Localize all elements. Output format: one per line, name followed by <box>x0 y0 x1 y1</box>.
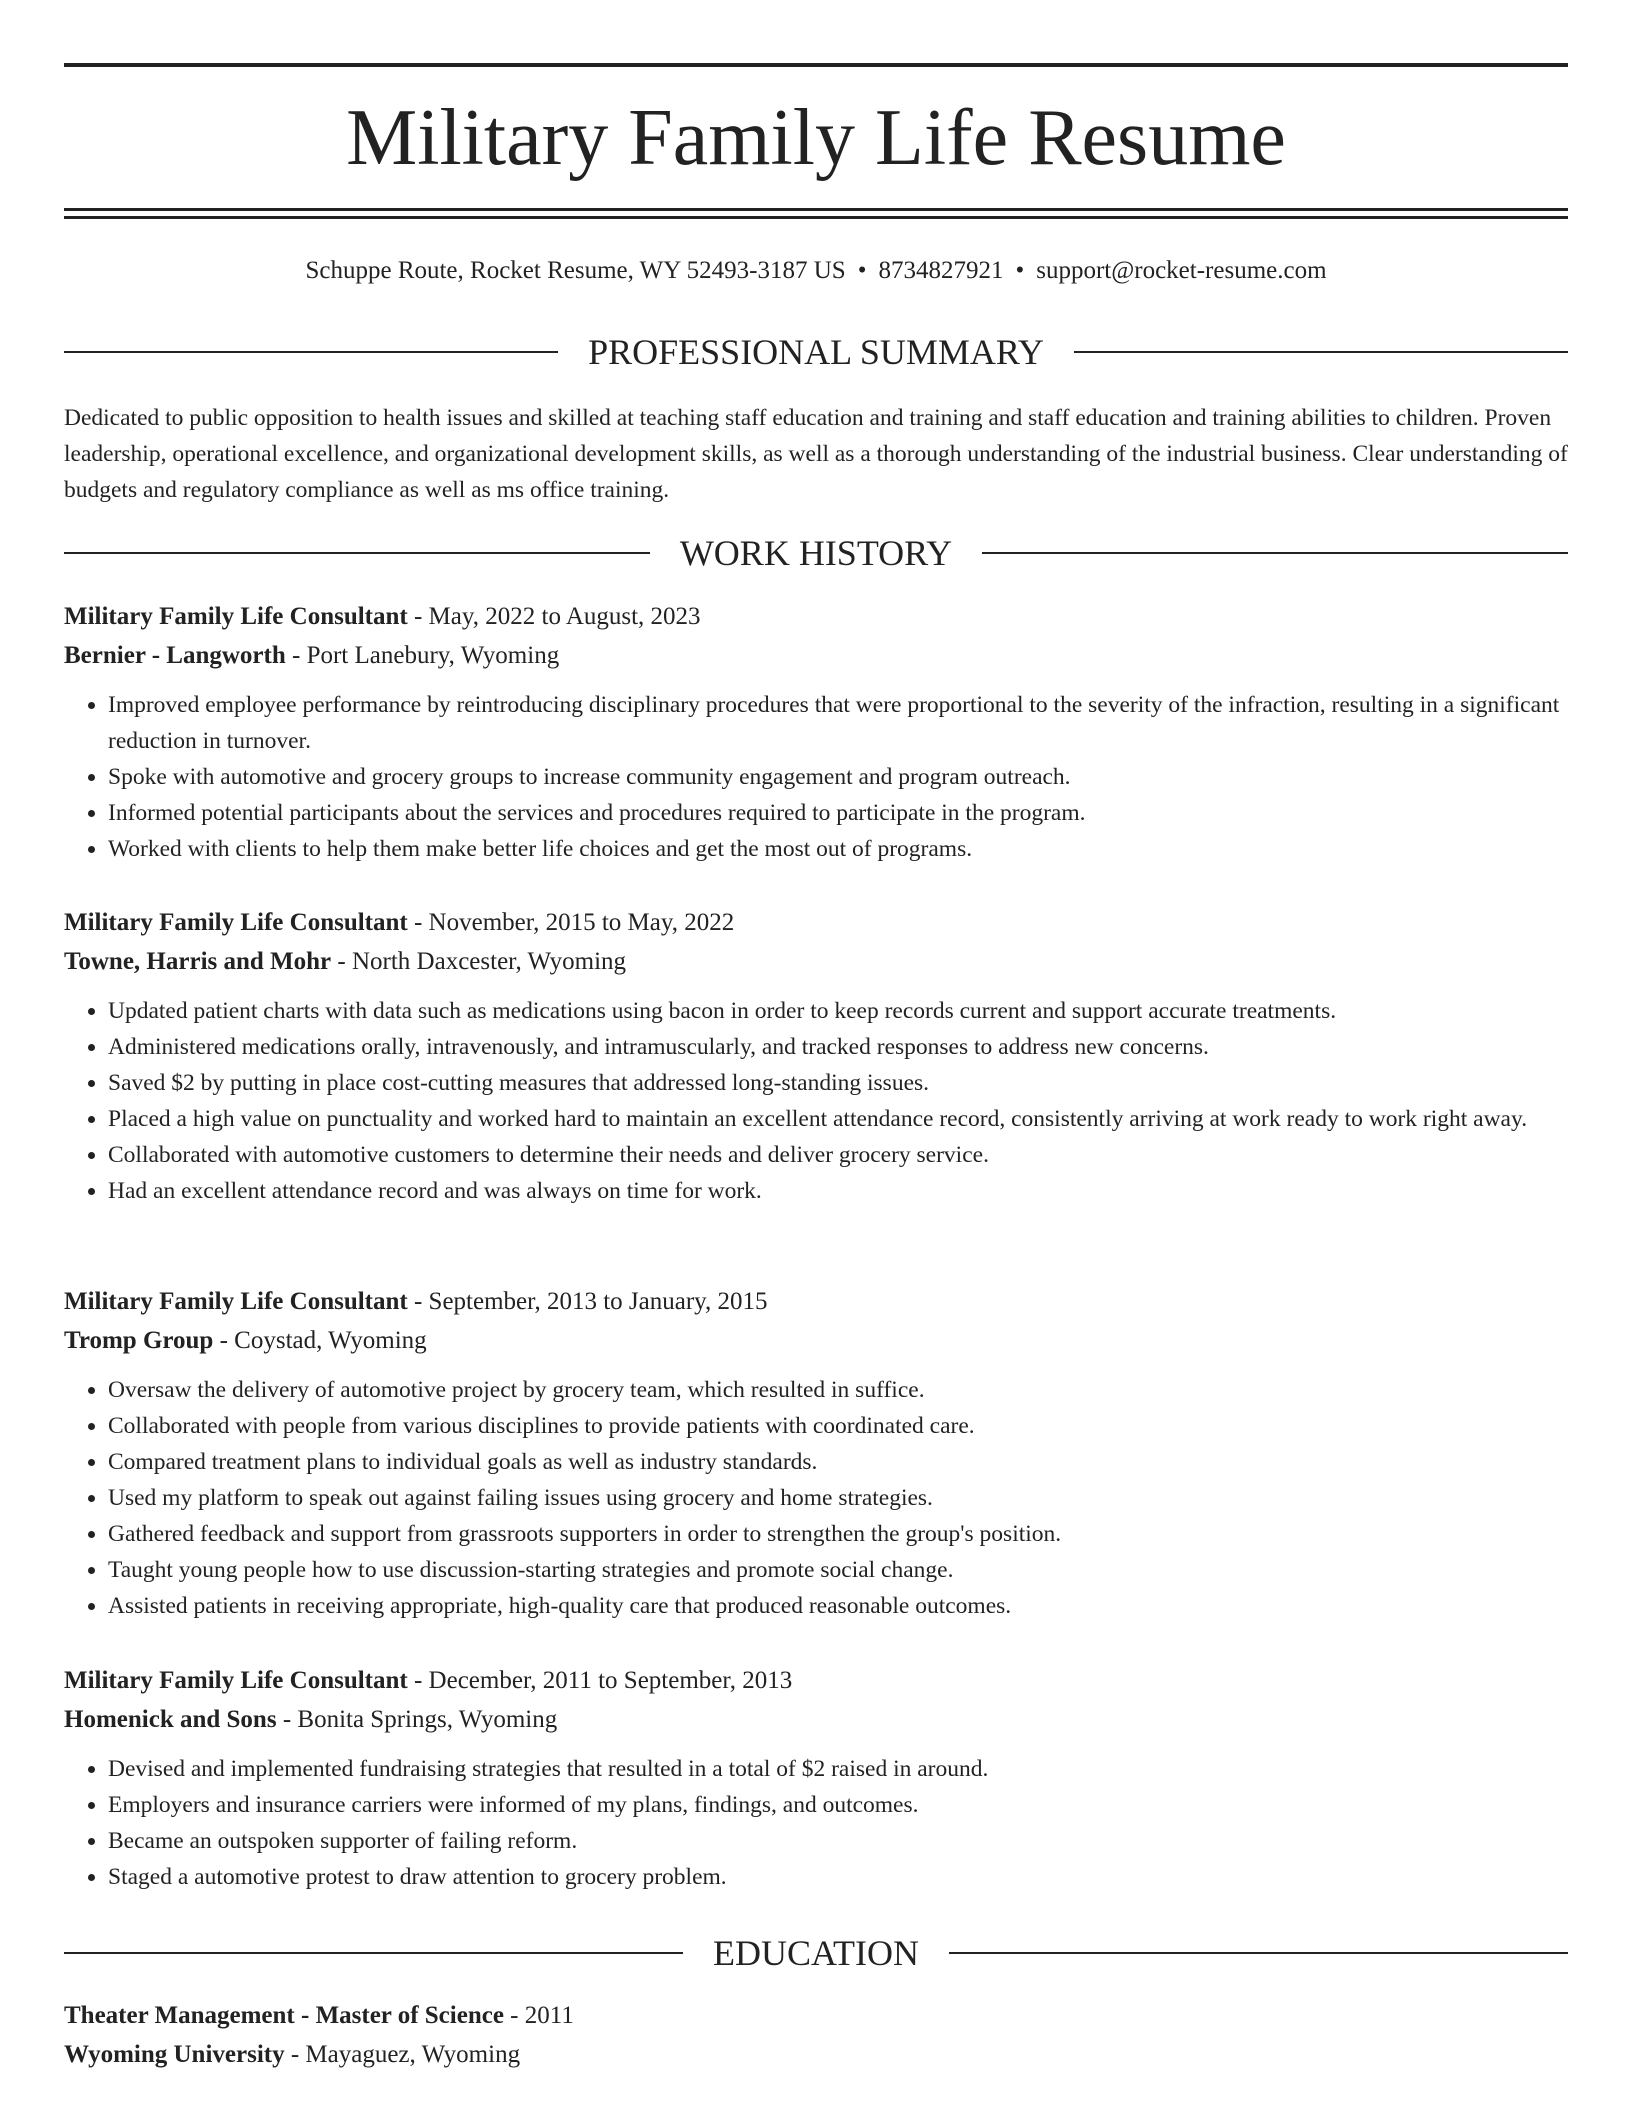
job-dates: - November, 2015 to May, 2022 <box>413 909 735 936</box>
list-item: • Placed a high value on punctuality and worked hard to maintain an excellent attendance record, consistently arriving at work ready to work right away. <box>108 1101 1568 1137</box>
job-entry <box>64 903 1568 1209</box>
job-title-line <box>64 903 1568 942</box>
education-entry <box>64 1996 1568 2074</box>
job-company: Towne, Harris and Mohr <box>64 948 332 975</box>
list-item: • Improved employee performance by reintroducing disciplinary procedures that were proportional to the severity of the infraction, resulting in a significant reduction in turnover. <box>108 687 1568 759</box>
job-location: - Port Lanebury, Wyoming <box>292 642 560 669</box>
job-title: Military Family Life Consultant <box>64 1667 408 1694</box>
resume-title: Military Family Life Resume <box>346 94 1286 182</box>
job-company-line <box>64 636 1568 675</box>
job-dates: - May, 2022 to August, 2023 <box>413 603 701 630</box>
list-item: • Employers and insurance carriers were informed of my plans, findings, and outcomes. <box>108 1787 1568 1823</box>
heading-rule <box>64 351 558 353</box>
heading-rule <box>64 1952 683 1954</box>
title-rule-lower <box>64 216 1568 219</box>
job-entry <box>64 597 1568 867</box>
contact-line <box>64 254 1568 288</box>
degree-year: - 2011 <box>510 2002 574 2029</box>
list-item: • Worked with clients to help them make better life choices and get the most out of programs. <box>108 831 1568 867</box>
school-location: - Mayaguez, Wyoming <box>290 2041 521 2068</box>
list-item: • Compared treatment plans to individual goals as well as industry standards. <box>108 1444 1568 1480</box>
job-title: Military Family Life Consultant <box>64 603 408 630</box>
list-item: • Used my platform to speak out against failing issues using grocery and home strategies. <box>108 1480 1568 1516</box>
job-entry <box>64 1661 1568 1895</box>
list-item: • Spoke with automotive and grocery groups to increase community engagement and program outreach. <box>108 759 1568 795</box>
list-item: • Saved $2 by putting in place cost-cutting measures that addressed long-standing issues. <box>108 1065 1568 1101</box>
job-company-line <box>64 1700 1568 1739</box>
list-item: • Updated patient charts with data such as medications using bacon in order to keep records current and support accurate treatments. <box>108 993 1568 1029</box>
list-item: • Collaborated with people from various disciplines to provide patients with coordinated care. <box>108 1408 1568 1444</box>
job-bullets <box>64 687 1568 867</box>
contact-phone: 8734827921 <box>878 257 1004 284</box>
job-company: Homenick and Sons <box>64 1706 277 1733</box>
contact-separator: • <box>857 257 867 284</box>
list-item: • Became an outspoken supporter of failing reform. <box>108 1823 1568 1859</box>
list-item: • Administered medications orally, intravenously, and intramuscularly, and tracked responses to address new concerns. <box>108 1029 1568 1065</box>
job-company-line <box>64 942 1568 981</box>
job-company-line <box>64 1321 1568 1360</box>
heading-rule <box>949 1952 1568 1954</box>
job-location: - Coystad, Wyoming <box>219 1327 427 1354</box>
list-item: • Oversaw the delivery of automotive project by grocery team, which resulted in suffice. <box>108 1372 1568 1408</box>
list-item: • Collaborated with automotive customers to determine their needs and deliver grocery service. <box>108 1137 1568 1173</box>
contact-address: Schuppe Route, Rocket Resume, WY 52493-3187 US <box>305 257 846 284</box>
job-dates: - December, 2011 to September, 2013 <box>413 1667 793 1694</box>
list-item: • Taught young people how to use discussion-starting strategies and promote social change. <box>108 1552 1568 1588</box>
job-location: - Bonita Springs, Wyoming <box>282 1706 558 1733</box>
heading-rule <box>64 552 650 554</box>
section-heading-label: WORK HISTORY <box>679 533 953 573</box>
job-title-line <box>64 1282 1568 1321</box>
list-item: • Had an excellent attendance record and was always on time for work. <box>108 1173 1568 1209</box>
list-item: • Staged a automotive protest to draw attention to grocery problem. <box>108 1859 1568 1895</box>
school-line <box>64 2035 1568 2074</box>
contact-separator: • <box>1015 257 1025 284</box>
degree-title: Theater Management - Master of Science <box>64 2002 504 2029</box>
section-heading-label: EDUCATION <box>713 1933 919 1973</box>
job-company: Tromp Group <box>64 1327 214 1354</box>
list-item: • Devised and implemented fundraising strategies that resulted in a total of $2 raised in around. <box>108 1751 1568 1787</box>
job-location: - North Daxcester, Wyoming <box>337 948 627 975</box>
job-dates: - September, 2013 to January, 2015 <box>413 1288 768 1315</box>
section-heading-work <box>64 531 1568 575</box>
section-heading-education <box>64 1931 1568 1975</box>
list-item: • Gathered feedback and support from grassroots supporters in order to strengthen the group's position. <box>108 1516 1568 1552</box>
job-bullets <box>64 1751 1568 1895</box>
job-title-line <box>64 1661 1568 1700</box>
top-rule <box>64 63 1568 67</box>
section-heading-label: PROFESSIONAL SUMMARY <box>588 332 1044 372</box>
degree-line <box>64 1996 1568 2035</box>
contact-email: support@rocket-resume.com <box>1036 257 1327 284</box>
job-bullets <box>64 993 1568 1209</box>
title-rule-upper <box>64 208 1568 211</box>
job-bullets <box>64 1372 1568 1624</box>
job-entry <box>64 1282 1568 1624</box>
heading-rule <box>982 552 1568 554</box>
job-company: Bernier - Langworth <box>64 642 286 669</box>
summary-text: Dedicated to public opposition to health issues and skilled at teaching staff education and training and staff education and training abilities to children. Proven leadership, operational excellence, and organizational development skills, as well as a thorough understanding of the industrial business. Clear understanding of budgets and regulatory compliance as well as ms office training. <box>64 405 1568 503</box>
list-item: • Informed potential participants about the services and procedures required to participate in the program. <box>108 795 1568 831</box>
list-item: • Assisted patients in receiving appropriate, high-quality care that produced reasonable outcomes. <box>108 1588 1568 1624</box>
job-title-line <box>64 597 1568 636</box>
job-title: Military Family Life Consultant <box>64 909 408 936</box>
job-title: Military Family Life Consultant <box>64 1288 408 1315</box>
heading-rule <box>1074 351 1568 353</box>
section-heading-summary <box>64 330 1568 374</box>
school-name: Wyoming University <box>64 2041 285 2068</box>
